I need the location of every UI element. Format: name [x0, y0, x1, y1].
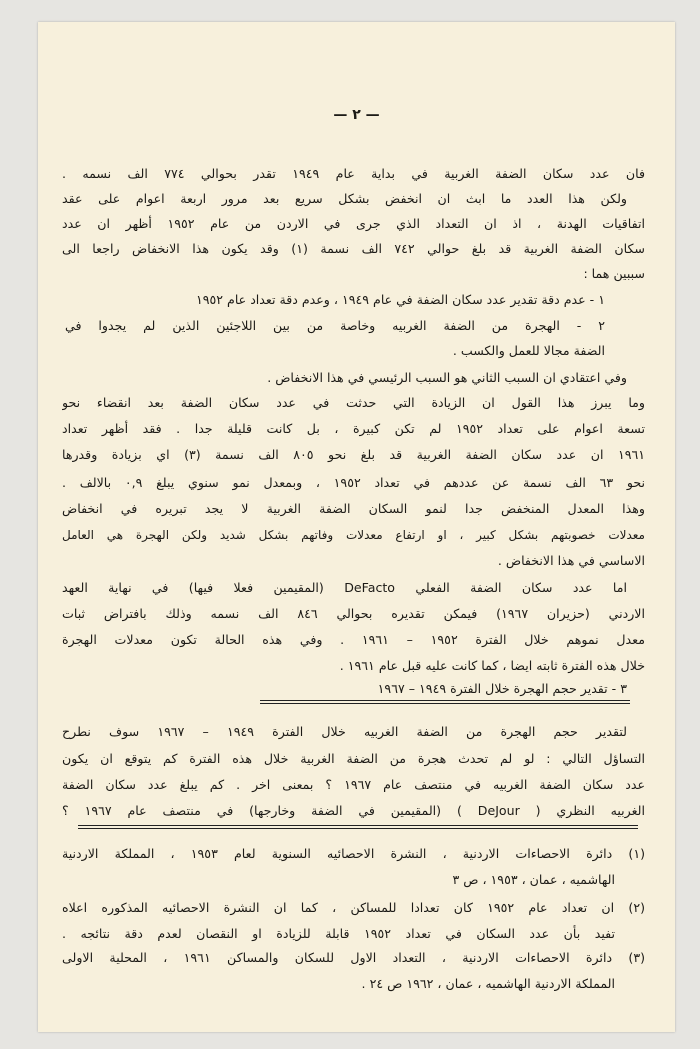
- text-line: معدلات خصوبتهم بشكل كبير ، او ارتفاع معدلات وفاتهم بشكل شديد ولكن الهجرة هي العامل: [62, 528, 645, 542]
- text-line: ١٩٦١ ان عدد سكان الضفة الغربية قد بلغ نحو ٨٠٥ الف نسمة (٣) اي بزيادة وقدرها: [62, 447, 645, 462]
- text-line: وفي اعتقادي ان السبب الثاني هو السبب الرئيسي في هذا الانخفاض .: [267, 370, 627, 385]
- text-line: لتقدير حجم الهجرة من الضفة الغربيه خلال الفترة ١٩٤٩ – ١٩٦٧ سوف نطرح: [62, 724, 627, 739]
- text-line: وما يبرز هذا القول ان الزيادة التي حدثت في عدد سكان الضفة بعد انقضاء نحو: [62, 395, 645, 410]
- text-line: التساؤل التالي : لو لم تحدث هجرة من الضفة الغربية خلال هذه الفترة كم يتوقع ان يكون: [62, 751, 645, 766]
- text-line: فان عدد سكان الضفة الغربية في بداية عام ١٩٤٩ تقدر بحوالي ٧٧٤ الف نسمه .: [62, 166, 645, 181]
- text-line: نحو ٦٣ الف نسمة عن عددهم في تعداد ١٩٥٢ ، وبمعدل نمو سنوي يبلغ ٠,٩ بالالف .: [62, 475, 645, 490]
- text-line: سكان الضفة الغربية قد بلغ حوالي ٧٤٢ الف نسمة (١) وقد يكون هذا الانخفاض راجعا الى: [62, 241, 645, 256]
- section-heading: ٣ - تقدير حجم الهجرة خلال الفترة ١٩٤٩ – ١٩٦٧: [377, 681, 627, 696]
- footnote: (٢) ان تعداد عام ١٩٥٢ كان تعدادا للمساكن ، كما ان النشرة الاحصائيه المذكوره اعلاه: [62, 900, 645, 915]
- footnote: تفيد بأن عدد السكان في تعداد ١٩٥٢ قابلة للزيادة او النقصان لعدم دقة نتائجه .: [62, 926, 615, 941]
- footnote: الهاشميه ، عمان ، ١٩٥٣ ، ص ٣: [452, 872, 615, 887]
- text-line: سببين هما :: [583, 266, 645, 281]
- document-body: [38, 22, 675, 1032]
- footnote-separator: [78, 825, 638, 829]
- text-line: الاردني (حزيران ١٩٦٧) فيمكن تقديره بحوالي ٨٤٦ الف نسمه وذلك بافتراض ثبات: [62, 606, 645, 621]
- list-item: ٢ - الهجرة من الضفة الغربيه وخاصة من بين اللاجئين الذين لم يجدوا في: [65, 318, 605, 333]
- text-line: ولكن هذا العدد ما ابث ان انخفض بشكل سريع بعد مرور اربعة اعوام على عقد: [62, 191, 627, 206]
- text-line: معدل نموهم خلال الفترة ١٩٥٢ – ١٩٦١ . وفي هذه الحالة تكون معدلات الهجرة: [62, 632, 645, 647]
- list-item: الضفة مجالا للعمل والكسب .: [452, 343, 605, 358]
- text-line: عدد سكان الضفة الغربيه في منتصف عام ١٩٦٧ ؟ بمعنى اخر . كم يبلغ عدد سكان الضفة: [62, 777, 645, 792]
- footnote: (٣) دائرة الاحصاءات الاردنية ، التعداد الاول للسكان والمساكن ١٩٦١ ، المحلية الاولى: [62, 950, 645, 965]
- list-item: ١ - عدم دقة تقدير عدد سكان الضفة في عام ١٩٤٩ ، وعدم دقة تعداد عام ١٩٥٢: [195, 292, 605, 307]
- text-line: وهذا المعدل المنخفض جدا لنمو السكان الضفة الغربية لا يجد تبريره في انخفاض: [62, 501, 645, 516]
- text-line: الاساسي في هذا الانخفاض .: [497, 553, 645, 568]
- footnote: المملكة الاردنية الهاشميه ، عمان ، ١٩٦٢ ص ٢٤ .: [361, 976, 615, 991]
- heading-double-underline: [260, 700, 630, 704]
- document-page: [38, 22, 675, 1032]
- text-line: تسعة اعوام على تعداد ١٩٥٢ لم تكن كبيرة ، بل كانت قليلة جدا . فقد أظهر تعداد: [62, 421, 645, 436]
- text-line: اما عدد سكان الضفة الفعلي DeFacto (المقيمين فعلا فيها) في نهاية العهد: [62, 580, 627, 595]
- footnote: (١) دائرة الاحصاءات الاردنية ، النشرة الاحصائيه السنوية لعام ١٩٥٣ ، المملكة الاردنية: [62, 846, 645, 861]
- page-number: — ٢ —: [333, 107, 380, 123]
- text-line: الغربيه النظري ( DeJour ) (المقيمين في الضفة وخارجها) في منتصف عام ١٩٦٧ ؟: [62, 803, 645, 818]
- text-line: اتفاقيات الهدنة ، اذ ان التعداد الذي جرى في الاردن من عام ١٩٥٢ أظهر ان عدد: [62, 216, 645, 231]
- text-line: خلال هذه الفترة ثابته ايضا ، كما كانت عليه قبل عام ١٩٦١ .: [339, 658, 645, 673]
